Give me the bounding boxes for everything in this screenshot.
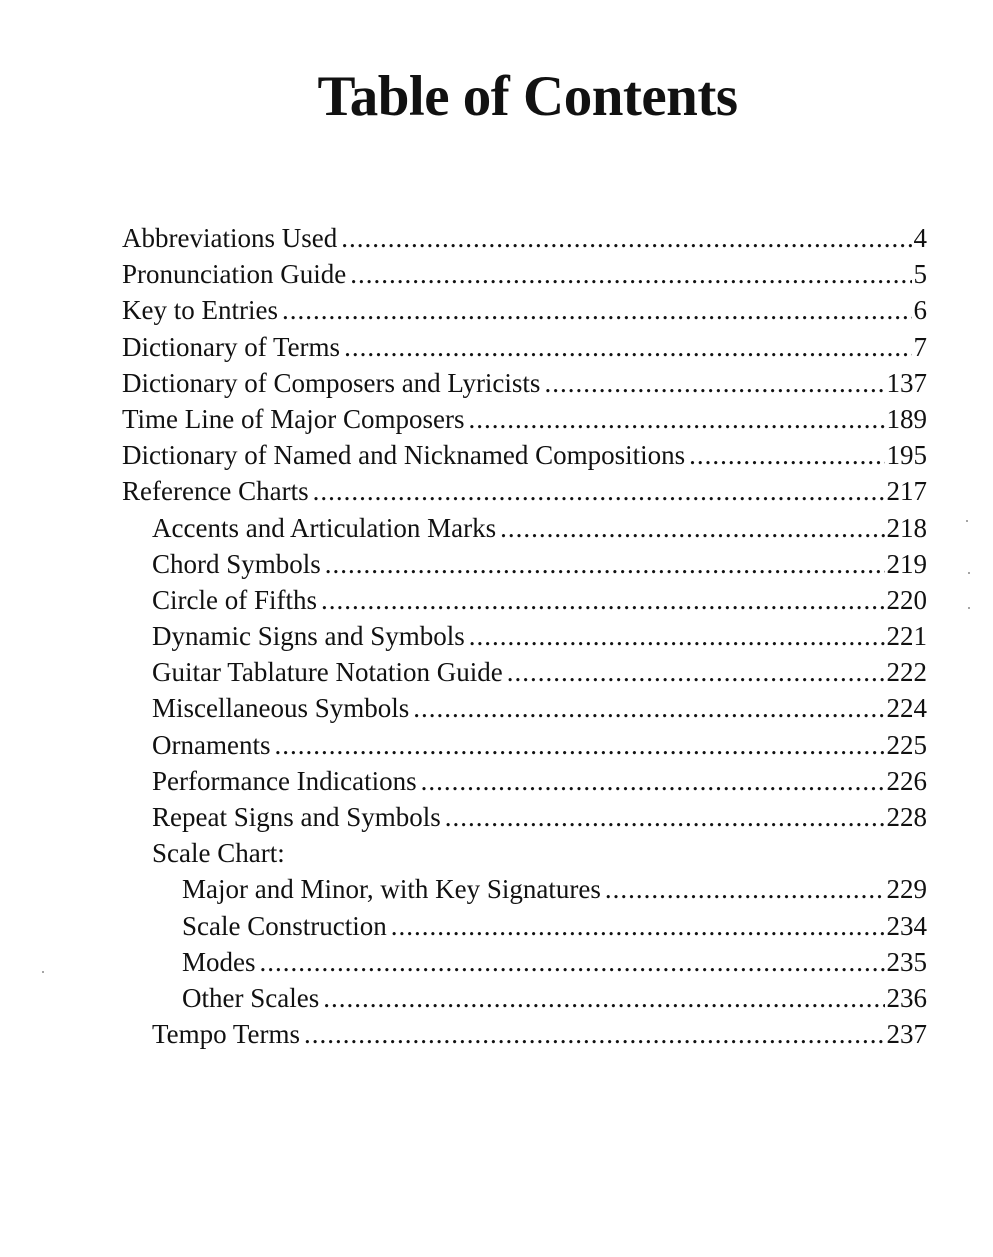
toc-entry: [122, 437, 927, 473]
dot-leader: [421, 763, 885, 799]
dot-leader: [544, 365, 884, 401]
toc-entry: [122, 944, 927, 980]
toc-entry-page-number: 229: [886, 874, 927, 905]
toc-entry-page-number: 137: [886, 367, 927, 398]
toc-entry-page-number: 189: [886, 403, 927, 434]
dot-leader: [323, 980, 884, 1016]
dot-leader: [341, 220, 911, 256]
toc-entry-page-number: 7: [913, 331, 927, 362]
toc-entry-label: Tempo Terms: [152, 1019, 300, 1050]
scan-speck: [968, 572, 970, 574]
scan-speck: [42, 971, 44, 973]
toc-entry-label: Abbreviations Used: [122, 223, 338, 253]
toc-entry-label: Time Line of Major Composers: [122, 403, 465, 434]
dot-leader: [344, 329, 911, 365]
toc-entry-page-number: 5: [913, 259, 927, 290]
toc-entry: [122, 510, 927, 546]
toc-entry: [122, 871, 927, 907]
toc-entry: [122, 618, 927, 654]
toc-entry: [122, 690, 927, 726]
toc-entry-label: Pronunciation Guide: [122, 259, 347, 290]
toc-entry-page-number: 237: [886, 1019, 927, 1050]
dot-leader: [445, 799, 885, 835]
toc-entry: [122, 1016, 927, 1052]
toc-entry-label: Scale Construction: [182, 910, 387, 941]
toc-entry: [122, 401, 927, 437]
dot-leader: [413, 690, 884, 726]
toc-entry-label: Scale Chart:: [152, 838, 285, 869]
toc-entry: [122, 473, 927, 509]
table-of-contents: [122, 220, 927, 1052]
toc-entry-page-number: 234: [886, 910, 927, 941]
toc-entry-label: Dynamic Signs and Symbols: [152, 621, 465, 652]
dot-leader: [282, 292, 912, 328]
toc-entry-label: Repeat Signs and Symbols: [152, 802, 441, 832]
toc-entry: [122, 654, 927, 690]
toc-entry-label: Accents and Articulation Marks: [152, 512, 497, 543]
toc-entry: [122, 582, 927, 618]
toc-entry-label: Guitar Tablature Notation Guide: [152, 657, 503, 688]
dot-leader: [469, 618, 885, 654]
toc-entry: [122, 763, 927, 799]
toc-entry-page-number: 226: [886, 765, 927, 796]
toc-entry: [122, 256, 927, 292]
dot-leader: [325, 546, 885, 582]
dot-leader: [689, 437, 884, 473]
toc-entry: [122, 220, 927, 256]
toc-entry-page-number: 217: [886, 476, 927, 507]
toc-entry-label: Other Scales: [182, 982, 320, 1013]
dot-leader: [313, 473, 885, 509]
toc-entry: [122, 292, 927, 328]
toc-entry-page-number: 4: [913, 223, 927, 253]
toc-entry-label: Dictionary of Terms: [122, 331, 341, 362]
toc-entry-page-number: 6: [913, 295, 927, 326]
toc-entry-label: Dictionary of Composers and Lyricists: [122, 367, 541, 398]
toc-entry-label: Dictionary of Named and Nicknamed Compositions: [122, 440, 686, 471]
toc-entry: [122, 908, 927, 944]
dot-leader: [274, 727, 884, 763]
toc-entry: [122, 727, 927, 763]
scan-speck: [966, 520, 968, 522]
toc-entry-page-number: 235: [886, 946, 927, 977]
toc-entry: [122, 329, 927, 365]
dot-leader: [321, 582, 885, 618]
dot-leader: [350, 256, 911, 292]
scan-speck: [968, 607, 970, 609]
toc-entry-page-number: 219: [886, 548, 927, 579]
toc-entry-label: Major and Minor, with Key Signatures: [182, 874, 601, 905]
toc-entry-page-number: 220: [886, 584, 927, 615]
toc-entry: [122, 365, 927, 401]
page-title: Table of Contents: [317, 65, 738, 128]
toc-entry-page-number: 236: [886, 982, 927, 1013]
toc-entry-label: Reference Charts: [122, 476, 309, 507]
toc-entry-page-number: 195: [886, 440, 927, 471]
toc-entry: [122, 546, 927, 582]
toc-entry-page-number: 224: [886, 693, 927, 724]
toc-entry-label: Miscellaneous Symbols: [152, 693, 410, 724]
toc-entry: [122, 799, 927, 835]
toc-entry-label: Modes: [182, 946, 256, 977]
dot-leader: [605, 871, 885, 907]
toc-entry-label: Key to Entries: [122, 295, 278, 326]
toc-entry-label: Performance Indications: [152, 765, 417, 796]
dot-leader: [507, 654, 885, 690]
dot-leader: [500, 510, 884, 546]
toc-entry-label: Chord Symbols: [152, 548, 321, 579]
dot-leader: [468, 401, 884, 437]
toc-entry: [122, 835, 927, 871]
toc-entry-page-number: 221: [886, 621, 927, 652]
toc-entry: [122, 980, 927, 1016]
toc-entry-page-number: 228: [886, 802, 927, 832]
toc-entry-label: Circle of Fifths: [152, 584, 317, 615]
toc-entry-label: Ornaments: [152, 729, 271, 760]
dot-leader: [304, 1016, 885, 1052]
toc-entry-page-number: 218: [886, 512, 927, 543]
dot-leader: [391, 908, 885, 944]
toc-entry-page-number: 225: [886, 729, 927, 760]
dot-leader: [260, 944, 885, 980]
toc-entry-page-number: 222: [886, 657, 927, 688]
